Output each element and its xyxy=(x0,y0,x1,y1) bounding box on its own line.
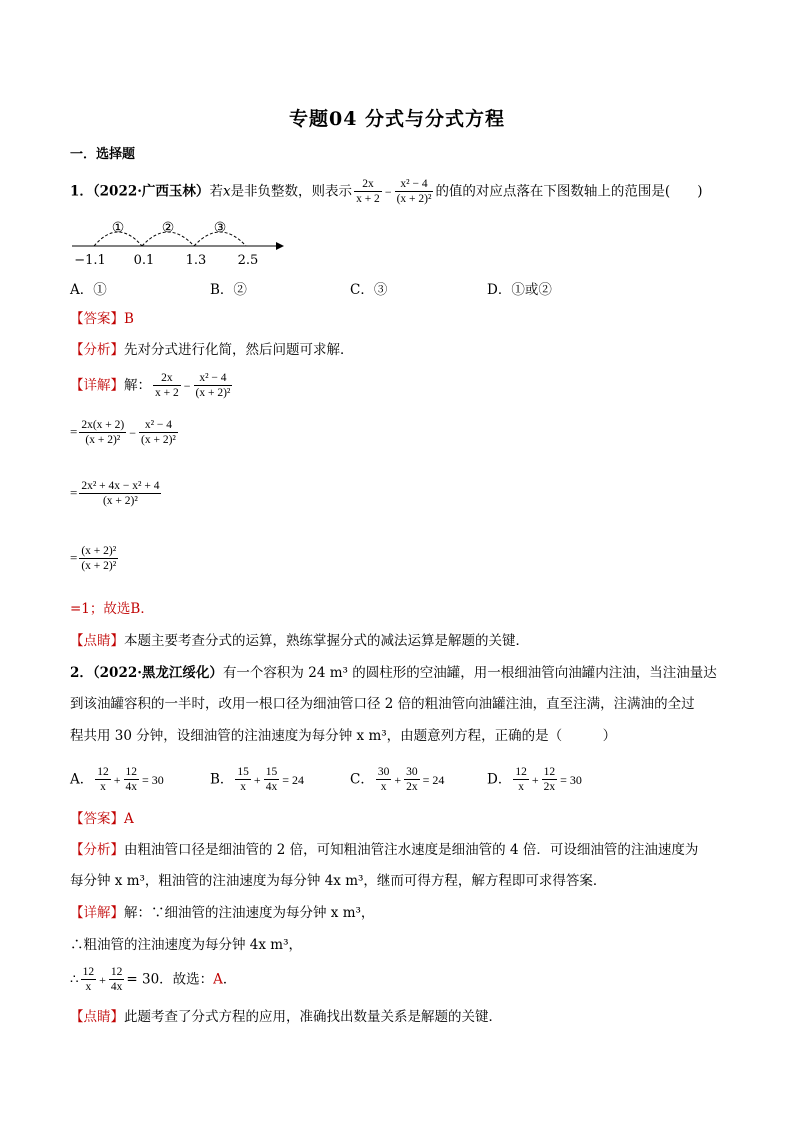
q2-line-1: 2．（2022·黑龙江绥化）有一个容积为 24 m³ 的圆柱形的空油罐，用一根细油管向油罐内注油，当注油量达 xyxy=(70,665,717,681)
q1-step-3: = $\frac{\text{(x + 2)²}}{\text{(x + 2)²}}$ xyxy=(70,545,117,572)
q1-text-c: 的值的对应点落在下图数轴上的范围是( ) xyxy=(435,183,703,200)
q1-text-b: 是非负整数，则表示 xyxy=(230,183,353,200)
page-title: 专题04 分式与分式方程 xyxy=(288,108,506,130)
region-2: ② xyxy=(161,220,175,236)
q1-option-a: A．① xyxy=(70,282,107,298)
q1-option-c: C．③ xyxy=(350,282,388,298)
q1-result: =1；故选B． xyxy=(70,601,154,617)
section-heading: 一．选择题 xyxy=(70,147,136,162)
region-3: ③ xyxy=(213,220,227,236)
q1-detail-head: 【详解】解： $\frac{2x}{x + 2}$ − $\frac{\text{x² − 4}}{\text{(x + 2)²}}$ xyxy=(70,372,231,399)
q1-option-d: D．①或② xyxy=(487,282,552,298)
q1-var: x xyxy=(222,183,231,200)
q2-analysis-1: 【分析】由粗油管口径是细油管的 2 倍，可知粗油管注水速度是细油管的 4 倍．可设细油管的注油速度为 xyxy=(70,842,699,858)
number-line xyxy=(68,214,288,270)
q2-answer: 【答案】A xyxy=(70,811,134,827)
q2-option-b: B． $\frac{15}{x}$ + $\frac{15}{4x}$ = 24 xyxy=(210,766,304,793)
q1-comment: 【点睛】本题主要考查分式的运算，熟练掌握分式的减法运算是解题的关键． xyxy=(70,633,529,649)
q1-answer: 【答案】B xyxy=(70,311,134,327)
tick-label: 2.5 xyxy=(237,253,259,268)
q2-option-c: C． $\frac{30}{x}$ + $\frac{30}{2x}$ = 24 xyxy=(350,766,445,793)
tick-label: 1.3 xyxy=(185,253,207,268)
tick-label: −1.1 xyxy=(74,253,106,268)
q1-text-a: 若 xyxy=(209,183,223,200)
q2-analysis-2: 每分钟 x m³，粗油管的注油速度为每分钟 4x m³，继而可得方程，解方程即可求得答案． xyxy=(70,873,607,889)
q2-detail-3: ∴ $\frac{12}{x}$ + $\frac{12}{4x}$ = 30．故选：A． xyxy=(70,966,237,993)
q1-stem: 1．（2022·广西玉林）若x是非负整数，则表示 $\frac{2x}{x + 2}$ − $\frac{\text{x² − 4}}{\text{(x + 2)²}}$ 的值的对应点落在下图数轴上的范围是( ) xyxy=(70,178,703,205)
q2-detail-2: ∴粗油管的注油速度为每分钟 4x m³， xyxy=(70,937,302,953)
q1-step-2: = $\frac{\text{2x² + 4x − x² + 4}}{\text{(x + 2)²}}$ xyxy=(70,480,160,507)
q2-line-2: 到该油罐容积的一半时，改用一根口径为细油管口径 2 倍的粗油管向油罐注油，直至注满，注满油的全过 xyxy=(70,696,695,712)
q1-source: （2022·广西玉林） xyxy=(92,183,210,200)
q1-number: 1． xyxy=(70,183,93,200)
q1-analysis: 【分析】先对分式进行化简，然后问题可求解． xyxy=(70,342,354,358)
q1-frac2: $\frac{\text{x² − 4}}{\text{(x + 2)²}}$ xyxy=(396,178,432,205)
q2-option-d: D． $\frac{12}{x}$ + $\frac{12}{2x}$ = 30 xyxy=(487,766,582,793)
q2-comment: 【点睛】此题考查了分式方程的应用，准确找出数量关系是解题的关键． xyxy=(70,1009,502,1025)
q2-line-3: 程共用 30 分钟，设细油管的注油速度为每分钟 x m³，由题意列方程，正确的是（ ） xyxy=(70,728,617,744)
tick-label: 0.1 xyxy=(133,253,155,268)
q2-detail-1: 【详解】解：∵细油管的注油速度为每分钟 x m³， xyxy=(70,905,375,921)
region-1: ① xyxy=(111,220,125,236)
q2-option-a: A． $\frac{12}{x}$ + $\frac{12}{4x}$ = 30 xyxy=(70,766,164,793)
q1-frac1: $\frac{2x}{x + 2}$ xyxy=(356,178,380,205)
q1-option-b: B．② xyxy=(210,282,247,298)
q1-step-1: = $\frac{2x(x + 2)}{\text{(x + 2)²}}$ − $\frac{\text{x² − 4}}{\text{(x + 2)²}}$ xyxy=(70,419,176,446)
